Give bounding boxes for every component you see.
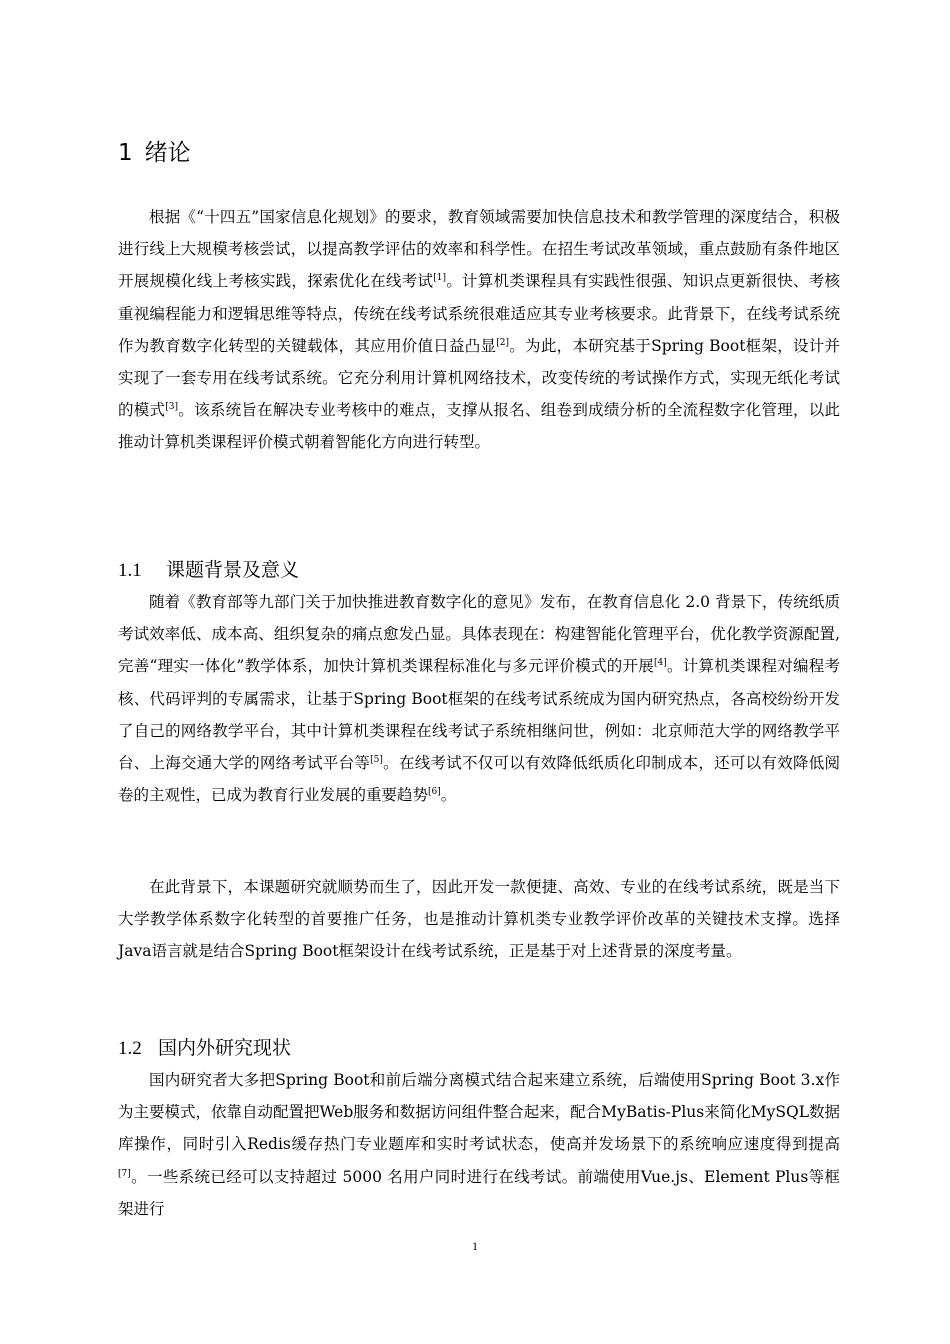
citation-ref: [1]: [433, 273, 446, 284]
intro-paragraph: [118, 201, 840, 459]
chapter-number: 1: [118, 140, 133, 166]
domestic-text-part: 。一些系统已经可以支持超过 5000 名用户同时进行在线考试。前端使用Vue.js、Element Plus等框架进行: [118, 1167, 840, 1218]
domestic-research-paragraph: [118, 1064, 840, 1226]
section-heading-1-1: [118, 557, 299, 584]
chapter-title: [118, 138, 191, 168]
background-text-part: 。在线考试不仅可以有效降低纸质化印制成本，还可以有效降低阅卷的主观性，已成为教育行业发展的重要趋势: [118, 754, 840, 805]
citation-ref: [3]: [165, 402, 179, 413]
background-text-part: 随着《教育部等九部门关于加快推进教育数字化的意见》发布，在教育信息化 2.0 背景下，传统纸质考试效率低、成本高、组织复杂的痛点愈发凸显。具体表现在：构建智能化管理平台，优化教学资源配置,完善“理实一体化”教学体系，加快计算机类课程标准化与多元评价模式的开展: [118, 593, 840, 676]
chapter-title-text: 绪论: [144, 140, 191, 166]
background-paragraph: [118, 586, 840, 811]
intro-text-part: 。该系统旨在解决专业考核中的难点，支撑从报名、组卷到成绩分析的全流程数字化管理，以此推动计算机类课程评价模式朝着智能化方向进行转型。: [118, 401, 840, 452]
citation-ref: [2]: [496, 337, 510, 348]
domestic-text-part: 国内研究者大多把Spring Boot和前后端分离模式结合起来建立系统，后端使用Spring Boot 3.x作为主要模式，依靠自动配置把Web服务和数据访问组件整合起来，配合MyBatis-Plus来简化MySQL数据库操作，同时引入Redis缓存热门专业题库和实时考试状态，使高并发场景下的系统响应速度得到提高: [118, 1071, 840, 1154]
page-number: 1: [472, 1239, 478, 1253]
section-heading-1-2: [118, 1035, 291, 1062]
citation-ref: [4]: [654, 658, 667, 669]
section-number: 1.2: [118, 1038, 142, 1059]
significance-paragraph: 在此背景下，本课题研究就顺势而生了，因此开发一款便捷、高效、专业的在线考试系统，既是当下大学教学体系数字化转型的首要推广任务，也是推动计算机类专业教学评价改革的关键技术支撑。选择Java语言就是结合Spring Boot框架设计在线考试系统，正是基于对上述背景的深度考量。: [118, 878, 840, 961]
citation-ref: [6]: [428, 787, 441, 798]
background-text-part: 。计算机类课程对编程考核、代码评判的专属需求，让基于Spring Boot框架的在线考试系统成为国内研究热点，各高校纷纷开发了自己的网络教学平台，其中计算机类课程在线考试子系统相继问世，例如：北京师范大学的网络教学平台、上海交通大学的网络考试平台等: [118, 657, 840, 773]
section-number: 1.1: [118, 560, 142, 581]
citation-ref: [7]: [118, 1168, 131, 1179]
section-title: 课题背景及意义: [166, 559, 300, 581]
intro-text-part: 。为此，本研究基于Spring Boot框架，设计并实现了一套专用在线考试系统。它充分利用计算机网络技术，改变传统的考试操作方式，实现无纸化考试的模式: [118, 336, 840, 420]
citation-ref: [5]: [370, 755, 383, 766]
background-text-part: 。: [440, 786, 457, 805]
section-title: 国内外研究现状: [158, 1037, 292, 1059]
intro-text-part: 根据《“十四五”国家信息化规划》的要求，教育领域需要加快信息技术和教学管理的深度结合，积极进行线上大规模考核尝试，以提高教学评估的效率和科学性。在招生考试改革领域，重点鼓励有条件地区开展规模化线上考核实践，探索优化在线考试: [118, 208, 840, 291]
intro-text-part: 。计算机类课程具有实践性很强、知识点更新很快、考核重视编程能力和逻辑思维等特点，传统在线考试系统很难适应其专业考核要求。此背景下，在线考试系统作为教育数字化转型的关键载体，其应用价值日益凸显: [118, 272, 840, 355]
